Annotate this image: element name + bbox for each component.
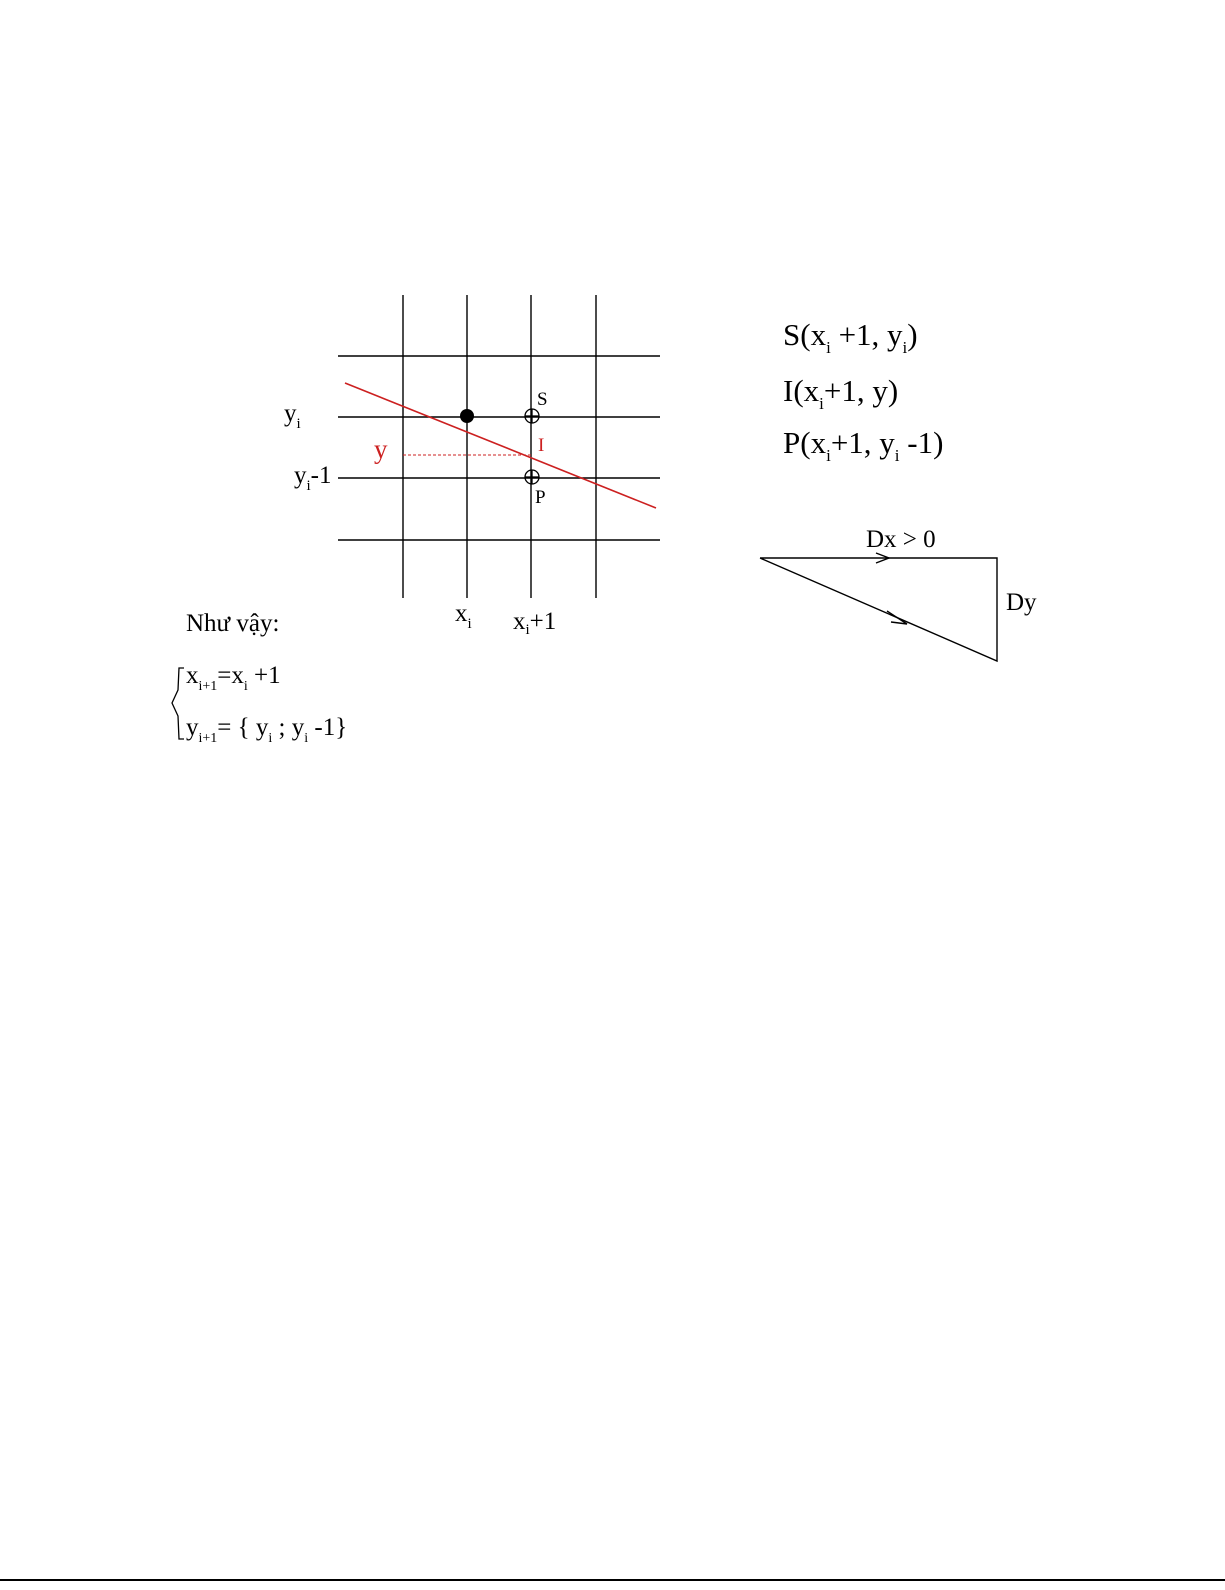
conclusion-line-1: $x_{i+1}=x_i +1$ xyxy=(186,662,281,694)
point-s-label: S xyxy=(537,389,548,410)
legend-s: $S(x_i +1$, $y_i$) xyxy=(783,317,918,357)
system-brace xyxy=(172,668,184,739)
legend-p: $P(x_i+1$, $y_i$ -1) xyxy=(783,425,944,465)
candidate-p-marker xyxy=(525,470,539,484)
dx-label: Dx > 0 xyxy=(866,526,936,553)
point-p-label: P xyxy=(535,487,546,508)
x-i-plus-one-label: $x_i+1$ xyxy=(513,608,557,638)
y-red-label: y xyxy=(374,434,388,464)
current-pixel-dot xyxy=(460,409,474,423)
line-segment xyxy=(345,383,656,508)
y-i-minus-one-label: $y_i-1$ xyxy=(294,462,332,494)
legend-i: $I(x_i+1$, y) xyxy=(783,373,899,413)
x-i-label: $x_i$ xyxy=(455,600,472,632)
point-i-label: I xyxy=(538,435,545,456)
dy-label: Dy xyxy=(1006,589,1037,616)
direction-triangle xyxy=(760,553,997,661)
conclusion-line-2: $y_{i+1}=$ { $y_i$ ; $y_i$ -1} xyxy=(186,714,348,746)
y-i-label: $y_i$ xyxy=(284,400,301,432)
bottom-rule xyxy=(0,1579,1225,1581)
conclusion-heading: Như vậy: xyxy=(186,610,280,637)
candidate-s-marker xyxy=(525,409,539,423)
hypotenuse-arrowhead xyxy=(887,611,907,624)
